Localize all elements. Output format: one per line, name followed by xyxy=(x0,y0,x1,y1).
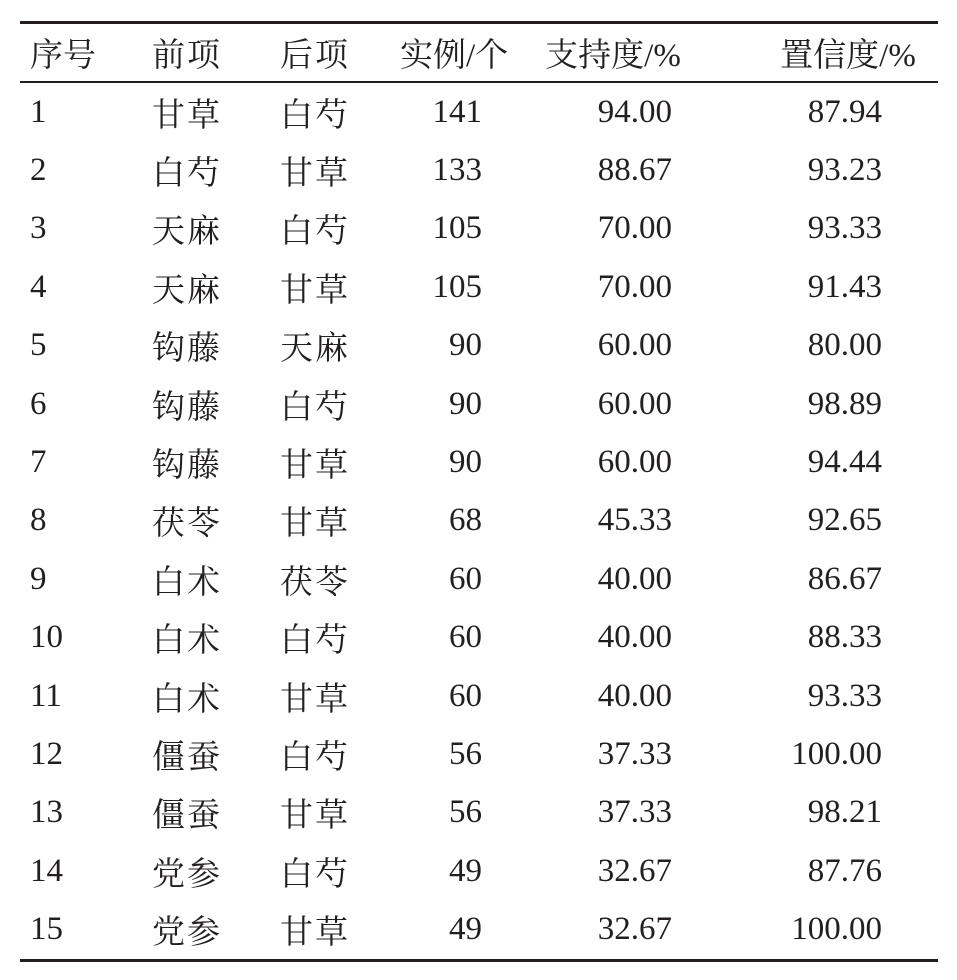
table-row xyxy=(20,667,938,725)
cell-instances: 105 xyxy=(432,210,482,247)
cell-support: 40.00 xyxy=(597,619,672,656)
cell-index: 9 xyxy=(30,560,47,597)
cell-antecedent: 甘草 xyxy=(152,97,222,134)
cell-support: 37.33 xyxy=(597,794,672,831)
association-rules-body xyxy=(20,83,938,959)
cell-confidence: 93.33 xyxy=(807,210,882,247)
table-row xyxy=(20,258,938,316)
cell-support: 60.00 xyxy=(597,444,672,481)
cell-confidence: 87.76 xyxy=(807,852,882,889)
association-rules-table xyxy=(20,24,938,81)
cell-consequent: 甘草 xyxy=(280,798,350,835)
cell-consequent: 甘草 xyxy=(280,681,350,718)
cell-index: 10 xyxy=(30,619,63,656)
cell-confidence: 93.33 xyxy=(807,677,882,714)
cell-index: 2 xyxy=(30,152,47,189)
cell-antecedent: 党参 xyxy=(152,915,222,952)
cell-consequent: 白芍 xyxy=(280,739,350,776)
cell-confidence: 87.94 xyxy=(807,93,882,130)
cell-antecedent: 天麻 xyxy=(152,272,222,309)
cell-index: 12 xyxy=(30,735,63,772)
table-row xyxy=(20,609,938,667)
cell-support: 32.67 xyxy=(597,852,672,889)
cell-consequent: 白芍 xyxy=(280,97,350,134)
cell-consequent: 甘草 xyxy=(280,915,350,952)
table-header-row xyxy=(20,24,938,81)
cell-index: 13 xyxy=(30,794,63,831)
cell-confidence: 86.67 xyxy=(807,560,882,597)
cell-index: 6 xyxy=(30,385,47,422)
cell-instances: 90 xyxy=(449,444,482,481)
cell-instances: 60 xyxy=(449,677,482,714)
cell-support: 70.00 xyxy=(597,210,672,247)
cell-support: 70.00 xyxy=(597,268,672,305)
table-row xyxy=(20,375,938,433)
cell-confidence: 98.21 xyxy=(807,794,882,831)
cell-index: 11 xyxy=(30,677,62,714)
cell-instances: 56 xyxy=(449,735,482,772)
cell-support: 60.00 xyxy=(597,385,672,422)
cell-index: 3 xyxy=(30,210,47,247)
header-antecedent: 前项 xyxy=(152,38,222,74)
cell-antecedent: 白芍 xyxy=(152,156,222,193)
header-support: 支持度/% xyxy=(545,38,681,74)
header-confidence: 置信度/% xyxy=(780,38,916,74)
cell-antecedent: 茯苓 xyxy=(152,506,222,543)
header-instances: 实例/个 xyxy=(400,38,508,74)
cell-instances: 49 xyxy=(449,852,482,889)
cell-consequent: 天麻 xyxy=(280,331,350,368)
cell-instances: 56 xyxy=(449,794,482,831)
cell-confidence: 92.65 xyxy=(807,502,882,539)
cell-confidence: 80.00 xyxy=(807,327,882,364)
table-row xyxy=(20,200,938,258)
cell-confidence: 88.33 xyxy=(807,619,882,656)
cell-antecedent: 僵蚕 xyxy=(152,739,222,776)
cell-antecedent: 白术 xyxy=(152,681,222,718)
cell-antecedent: 党参 xyxy=(152,856,222,893)
table-row xyxy=(20,842,938,900)
cell-support: 37.33 xyxy=(597,735,672,772)
cell-consequent: 甘草 xyxy=(280,506,350,543)
table-row xyxy=(20,784,938,842)
cell-index: 1 xyxy=(30,93,47,130)
table-row xyxy=(20,492,938,550)
cell-consequent: 甘草 xyxy=(280,156,350,193)
table-row xyxy=(20,83,938,141)
cell-antecedent: 僵蚕 xyxy=(152,798,222,835)
cell-index: 8 xyxy=(30,502,47,539)
cell-confidence: 91.43 xyxy=(807,268,882,305)
cell-consequent: 甘草 xyxy=(280,272,350,309)
cell-confidence: 100.00 xyxy=(791,911,882,948)
cell-index: 14 xyxy=(30,852,63,889)
cell-antecedent: 钩藤 xyxy=(152,331,222,368)
cell-index: 15 xyxy=(30,911,63,948)
cell-instances: 60 xyxy=(449,560,482,597)
table-row xyxy=(20,725,938,783)
cell-instances: 105 xyxy=(432,268,482,305)
cell-support: 45.33 xyxy=(597,502,672,539)
cell-antecedent: 白术 xyxy=(152,564,222,601)
cell-index: 7 xyxy=(30,444,47,481)
table-row xyxy=(20,433,938,491)
cell-index: 4 xyxy=(30,268,47,305)
cell-consequent: 白芍 xyxy=(280,214,350,251)
cell-index: 5 xyxy=(30,327,47,364)
table-row xyxy=(20,317,938,375)
cell-instances: 49 xyxy=(449,911,482,948)
cell-antecedent: 钩藤 xyxy=(152,448,222,485)
cell-consequent: 白芍 xyxy=(280,856,350,893)
cell-confidence: 93.23 xyxy=(807,152,882,189)
cell-instances: 133 xyxy=(432,152,482,189)
table-row xyxy=(20,550,938,608)
cell-instances: 90 xyxy=(449,385,482,422)
cell-consequent: 白芍 xyxy=(280,623,350,660)
cell-support: 60.00 xyxy=(597,327,672,364)
cell-confidence: 100.00 xyxy=(791,735,882,772)
cell-instances: 90 xyxy=(449,327,482,364)
association-rules-table-container xyxy=(20,21,938,962)
cell-support: 40.00 xyxy=(597,560,672,597)
cell-instances: 141 xyxy=(432,93,482,130)
cell-antecedent: 白术 xyxy=(152,623,222,660)
cell-antecedent: 钩藤 xyxy=(152,389,222,426)
cell-support: 94.00 xyxy=(597,93,672,130)
cell-instances: 68 xyxy=(449,502,482,539)
cell-consequent: 甘草 xyxy=(280,448,350,485)
cell-support: 88.67 xyxy=(597,152,672,189)
table-row xyxy=(20,900,938,958)
cell-consequent: 茯苓 xyxy=(280,564,350,601)
cell-consequent: 白芍 xyxy=(280,389,350,426)
table-row xyxy=(20,141,938,199)
cell-confidence: 94.44 xyxy=(807,444,882,481)
cell-instances: 60 xyxy=(449,619,482,656)
cell-confidence: 98.89 xyxy=(807,385,882,422)
header-index: 序号 xyxy=(30,38,96,74)
cell-support: 40.00 xyxy=(597,677,672,714)
cell-support: 32.67 xyxy=(597,911,672,948)
table-bottom-rule xyxy=(20,959,938,962)
cell-antecedent: 天麻 xyxy=(152,214,222,251)
header-consequent: 后项 xyxy=(280,38,350,74)
